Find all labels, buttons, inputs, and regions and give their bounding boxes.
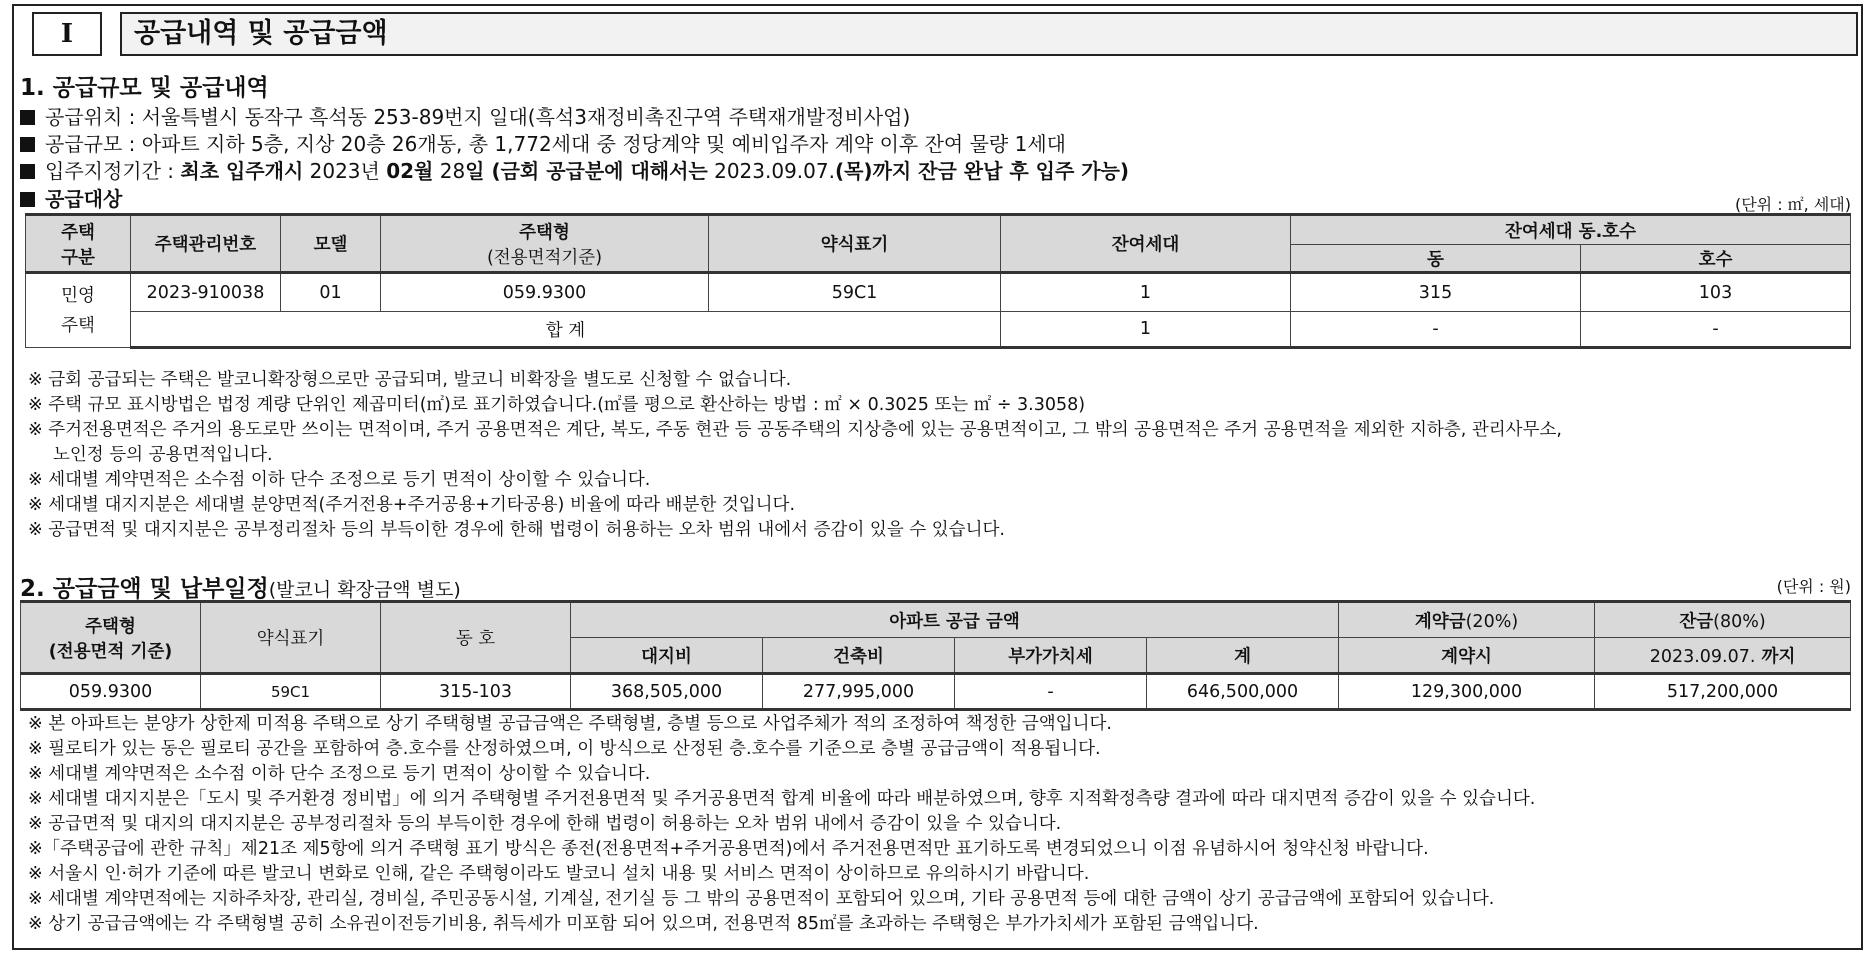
cell-dong: 315: [1291, 273, 1581, 312]
supply-target-text: 공급대상: [45, 187, 123, 211]
note-line: ※ 공급면적 및 대지의 대지지분은 공부정리절차 등의 부득이한 경우에 한해 법령이 허용하는 오차 범위 내에서 증감이 있을 수 있습니다.: [28, 814, 1062, 834]
supply-location: [20, 101, 910, 130]
note-line: ※ 세대별 대지지분은「도시 및 주거환경 정비법」에 의거 주택형별 주거전용면적 및 주거공용면적 합계 비율에 따라 배분하였으며, 향후 지적확정측량 결과에 따라 대지면적 증감이 있을 수 있습니다.: [28, 789, 1536, 809]
table-total-row: [26, 312, 1851, 348]
part2-heading-note: (발코니 확장금액 별도): [268, 579, 461, 601]
supply-price-table: [20, 600, 1851, 711]
note-line: ※ 세대별 계약면적에는 지하주차장, 관리실, 경비실, 주민공동시설, 기계실, 전기실 등 그 밖의 공용면적이 포함되어 있으며, 기타 공용면적 등에 대한 금액이 상기 공급금액에 포함되어 있습니다.: [28, 889, 1495, 909]
movein-text: 2023.09.07.: [707, 159, 835, 183]
part2-notes: [28, 712, 1535, 937]
section-header: [24, 12, 1859, 58]
square-bullet-icon: [20, 192, 35, 207]
table-row: [26, 273, 1851, 312]
cell-total-dong: -: [1291, 312, 1581, 348]
cell-dong-ho: 315-103: [381, 674, 571, 710]
table-row: [21, 674, 1851, 710]
cell-abbreviation: 59C1: [201, 674, 381, 710]
cell-total-label: 합 계: [131, 312, 1001, 348]
header-management-number: 주택관리번호: [131, 215, 281, 273]
cell-abbreviation: 59C1: [709, 273, 1001, 312]
note-line: ※ 금회 공급되는 주택은 발코니확장형으로만 공급되며, 발코니 비확장을 별도로 신청할 수 없습니다.: [28, 370, 792, 390]
header-balance: 잔금(80%): [1595, 602, 1851, 638]
cell-deposit: 129,300,000: [1339, 674, 1595, 710]
header-model: 모델: [281, 215, 381, 273]
note-line: ※ 세대별 대지지분은 세대별 분양면적(주거전용+주거공용+기타공용) 비율에 따라 배분한 것입니다.: [28, 495, 796, 515]
cell-total-remaining: 1: [1001, 312, 1291, 348]
header-apartment-price: 아파트 공급 금액: [571, 602, 1339, 638]
movein-label: 입주지정기간 :: [45, 159, 181, 183]
note-line: ※「주택공급에 관한 규칙」제21조 제5항에 의거 주택형 표기 방식은 종전(전용면적+주거공용면적)에서 주거전용면적만 표기하도록 변경되었으니 이점 유념하시어 청약신청 바랍니다.: [28, 839, 1429, 859]
movein-text-bold: 일 (금회 공급분에 대해서는: [465, 159, 708, 183]
supply-target-heading: [20, 183, 122, 212]
header-deposit-timing: 계약시: [1339, 638, 1595, 674]
part1-heading: 1. 공급규모 및 공급내역: [20, 75, 269, 101]
cell-sum: 646,500,000: [1147, 674, 1339, 710]
header-sum: 계: [1147, 638, 1339, 674]
note-line: ※ 공급면적 및 대지지분은 공부정리절차 등의 부득이한 경우에 한해 법령이 허용하는 오차 범위 내에서 증감이 있을 수 있습니다.: [28, 520, 1005, 540]
header-deposit: 계약금(20%): [1339, 602, 1595, 638]
unit-label-2: (단위 : 원): [1776, 577, 1851, 596]
unit-label-1: (단위 : ㎡, 세대): [1734, 195, 1851, 214]
movein-text: 28: [433, 159, 466, 183]
cell-total-ho: -: [1581, 312, 1851, 348]
header-abbreviation: 약식표기: [709, 215, 1001, 273]
note-line: 노인정 등의 공용면적입니다.: [53, 445, 273, 465]
note-line: ※ 서울시 인·허가 기준에 따른 발코니 변화로 인해, 같은 주택형이라도 발코니 설치 내용 및 서비스 면적이 상이하므로 유의하시기 바랍니다.: [28, 864, 1090, 884]
header-house-size: 주택형 (전용면적 기준): [21, 602, 201, 674]
part2-heading: [20, 570, 461, 603]
note-line: ※ 세대별 계약면적은 소수점 이하 단수 조정으로 등기 면적이 상이할 수 있습니다.: [28, 470, 651, 490]
header-land-cost: 대지비: [571, 638, 763, 674]
header-housing-type: 주택 구분: [26, 215, 131, 273]
cell-management-number: 2023-910038: [131, 273, 281, 312]
header-dong: 동: [1291, 245, 1581, 273]
movein-period: [20, 155, 1129, 184]
movein-text-bold: (목)까지 잔금 완납 후 입주 가능): [834, 159, 1130, 183]
note-line: ※ 주거전용면적은 주거의 용도로만 쓰이는 면적이며, 주거 공용면적은 계단, 복도, 주동 현관 등 공동주택의 지상층에 있는 공용면적이고, 그 밖의 공용면적은 주거 공용면적을 제외한 지하층, 관리사무소,: [28, 420, 1562, 440]
note-line: ※ 본 아파트는 분양가 상한제 미적용 주택으로 상기 주택형별 공급금액은 주택형별, 층별 등으로 사업주체가 적의 조정하여 책정한 금액입니다.: [28, 714, 1112, 734]
cell-model: 01: [281, 273, 381, 312]
supply-scale-text: 공급규모 : 아파트 지하 5층, 지상 20층 26개동, 총 1,772세대 중 정당계약 및 예비입주자 계약 이후 잔여 물량 1세대: [45, 132, 1066, 156]
header-building-cost: 건축비: [763, 638, 955, 674]
part2-heading-text: 2. 공급금액 및 납부일정: [20, 576, 269, 602]
cell-building-cost: 277,995,000: [763, 674, 955, 710]
cell-balance: 517,200,000: [1595, 674, 1851, 710]
cell-house-size: 059.9300: [21, 674, 201, 710]
section-number: I: [32, 12, 102, 56]
note-line: ※ 상기 공급금액에는 각 주택형별 공히 소유권이전등기비용, 취득세가 미포함 되어 있으며, 전용면적 85㎡를 초과하는 주택형은 부가가치세가 포함된 금액입니다.: [28, 914, 1259, 934]
supply-scale: [20, 128, 1066, 157]
header-abbreviation: 약식표기: [201, 602, 381, 674]
square-bullet-icon: [20, 164, 35, 179]
part1-notes: [28, 368, 1562, 543]
cell-ho: 103: [1581, 273, 1851, 312]
header-vat: 부가가치세: [955, 638, 1147, 674]
movein-text-bold: 02월: [386, 159, 434, 183]
header-balance-date: 2023.09.07. 까지: [1595, 638, 1851, 674]
movein-text-bold: 최초 입주개시: [180, 159, 304, 183]
header-remaining-dong-ho: 잔여세대 동.호수: [1291, 215, 1851, 245]
square-bullet-icon: [20, 137, 35, 152]
supply-target-table: [25, 213, 1851, 349]
header-house-size: 주택형 (전용면적기준): [381, 215, 709, 273]
section-title: 공급내역 및 공급금액: [120, 12, 1858, 56]
note-line: ※ 세대별 계약면적은 소수점 이하 단수 조정으로 등기 면적이 상이할 수 있습니다.: [28, 764, 651, 784]
note-line: ※ 주택 규모 표시방법은 법정 계량 단위인 제곱미터(㎡)로 표기하였습니다.(㎡를 평으로 환산하는 방법 : ㎡ × 0.3025 또는 ㎡ ÷ 3.3058): [28, 395, 1086, 415]
square-bullet-icon: [20, 110, 35, 125]
supply-location-text: 공급위치 : 서울특별시 동작구 흑석동 253-89번지 일대(흑석3재정비촉진구역 주택재개발정비사업): [45, 105, 911, 129]
cell-remaining-units: 1: [1001, 273, 1291, 312]
cell-housing-type: 민영 주택: [26, 273, 131, 348]
header-remaining-units: 잔여세대: [1001, 215, 1291, 273]
cell-house-size: 059.9300: [381, 273, 709, 312]
cell-vat: -: [955, 674, 1147, 710]
note-line: ※ 필로티가 있는 동은 필로티 공간을 포함하여 층.호수를 산정하였으며, 이 방식으로 산정된 층.호수를 기준으로 층별 공급금액이 적용됩니다.: [28, 739, 1101, 759]
header-ho: 호수: [1581, 245, 1851, 273]
movein-text: 2023년: [303, 159, 387, 183]
cell-land-cost: 368,505,000: [571, 674, 763, 710]
header-dong-ho: 동 호: [381, 602, 571, 674]
